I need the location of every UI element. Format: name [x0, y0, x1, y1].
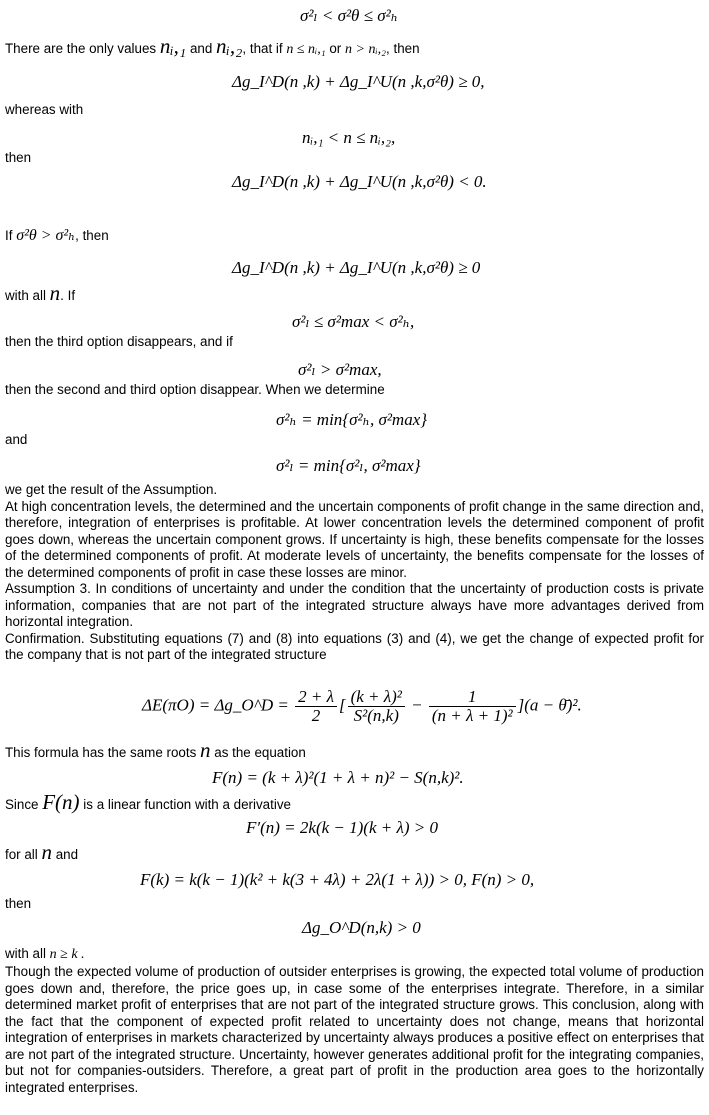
- math-n: n: [200, 738, 211, 762]
- equation-g-o: Δg_O^D(n,k) > 0: [302, 918, 421, 937]
- equation-h-min: σ²ₕ = min{σ²ₕ, σ²max}: [276, 410, 428, 429]
- equation-delta-e: [142, 688, 582, 725]
- text-and: and: [5, 432, 28, 447]
- equation-delta-e-lhs: ΔE(πO) = Δg_O^D =: [142, 695, 289, 715]
- text-segment: with all: [5, 946, 46, 961]
- equation-l-min: σ²ₗ = min{σ²ₗ, σ²max}: [276, 456, 421, 475]
- text-segment: , then: [386, 41, 420, 56]
- math-cond-sigma: σ²θ > σ²ₕ: [16, 227, 76, 244]
- text-line-with-all-2: [5, 946, 85, 964]
- text-segment: , that if: [242, 41, 283, 56]
- math-n: n: [49, 281, 61, 305]
- text-line-values: [5, 34, 420, 59]
- text-segment: This formula has the same roots: [5, 745, 197, 760]
- minus-sign: −: [411, 695, 423, 715]
- fraction-denominator: (n + λ + 1)²: [431, 706, 513, 725]
- text-segment: as the equation: [214, 745, 306, 760]
- equation-F: F(n) = (k + λ)²(1 + λ + n)² − S(n,k)².: [212, 768, 464, 787]
- equation-sigma-between: σ²ₗ < σ²θ ≤ σ²ₕ: [300, 6, 399, 25]
- text-segment: . If: [60, 288, 76, 303]
- fraction-numerator: (k + λ)²: [348, 688, 405, 707]
- equation-inequality-geq-2: Δg_I^D(n ,k) + Δg_I^U(n ,k,σ²θ) ≥ 0: [232, 258, 481, 277]
- fraction-numerator: 1: [429, 688, 516, 707]
- text-line-same-roots: [5, 738, 306, 762]
- equation-delta-e-rhs: ](a − θ̄)².: [517, 695, 582, 715]
- fraction-one: [295, 688, 337, 725]
- text-segment: or: [329, 41, 342, 56]
- text-segment: is a linear function with a derivative: [83, 797, 291, 812]
- text-segment: Since: [5, 797, 39, 812]
- math-n-geq-k: n ≥ k .: [49, 947, 85, 962]
- equation-sigma-max: σ²ₗ ≤ σ²max < σ²ₕ,: [292, 312, 415, 331]
- fraction-two: [348, 688, 405, 725]
- fraction-three: [429, 688, 516, 725]
- text-segment: and: [189, 41, 213, 56]
- text-then-2: then: [5, 896, 32, 911]
- text-third-disappears: then the third option disappears, and if: [5, 334, 233, 349]
- text-line-since: [5, 790, 291, 814]
- equation-n-range: nᵢ,₁ < n ≤ nᵢ,₂,: [302, 128, 396, 147]
- text-segment: There are the only values: [5, 41, 157, 56]
- text-then: then: [5, 150, 32, 165]
- text-line-for-all: [5, 840, 79, 864]
- text-line-with-all: [5, 281, 76, 305]
- text-segment: If: [5, 228, 13, 243]
- text-line-if: [5, 228, 109, 245]
- equation-F-k: F(k) = k(k − 1)(k² + k(3 + 4λ) + 2λ(1 + λ)) > 0, F(n) > 0,: [140, 870, 535, 889]
- equation-inequality-geq: Δg_I^D(n ,k) + Δg_I^U(n ,k,σ²θ) ≥ 0,: [232, 72, 485, 91]
- fraction-denominator: 2: [311, 706, 321, 725]
- math-cond1: n ≤ nᵢ,₁: [286, 42, 326, 57]
- math-n: n: [41, 840, 52, 864]
- math-n-i1: nᵢ,₁: [159, 34, 187, 58]
- paragraph-conclusion: Though the expected volume of production of outsider enterprises is growing, the expected total volume of production goes down and, therefore, the price goes up, in case some of the enterprises integrate. Therefore, in a similar determined market profit of enterprises that are not part of the integrated structure grows. This conclusion, along with the fact that the component of expected profit related to uncertainty does not change, means that horizontal integration of enterprises in markets characterized by uncertainty always produces a positive effect on enterprises that are not part of the integrated structure. Uncertainty, however generates additional profit for the integrating companies, but not for companies-outsiders. Therefore, a great part of profit in the production area goes to the horizontally integrated enterprises.: [5, 964, 704, 1095]
- equation-sigma-gt-max: σ²ₗ > σ²max,: [298, 360, 382, 379]
- text-segment: , then: [75, 228, 109, 243]
- text-whereas: whereas with: [5, 102, 84, 117]
- bracket-open: [: [338, 695, 346, 715]
- fraction-denominator: S²(n,k): [353, 706, 399, 725]
- equation-inequality-lt: Δg_I^D(n ,k) + Δg_I^U(n ,k,σ²θ) < 0.: [232, 172, 487, 191]
- math-F-n: F(n): [42, 790, 80, 814]
- math-n-i2: nᵢ,₂: [216, 34, 243, 58]
- equation-F-prime: F′(n) = 2k(k − 1)(k + λ) > 0: [246, 818, 438, 837]
- fraction-numerator: 2 + λ: [295, 688, 337, 707]
- math-cond2: n > nᵢ,₂: [345, 42, 387, 57]
- text-second-third: then the second and third option disappear. When we determine: [5, 382, 385, 397]
- text-segment: for all: [5, 847, 38, 862]
- text-segment: with all: [5, 288, 46, 303]
- text-segment: and: [55, 847, 79, 862]
- paragraph-main: we get the result of the Assumption. At high concentration levels, the determined and the uncertain components of profit change in the same direction and, therefore, integration of enterprises is profitable. At lower concentration levels the determined component of profit goes down, whereas the uncertain component grows. If uncertainty is high, these benefits compensate for the losses of the determined components of profit. At moderate levels of uncertainty, the benefits compensate for the losses of the determined components of profit in case these losses are minor. Assumption 3. In conditions of uncertainty and under the condition that the uncertainty of production costs is private information, companies that are not part of the integrated structure always have more advantages derived from horizontal integration. Confirmation. Substituting equations (7) and (8) into equations (3) and (4), we get the change of expected profit for the company that is not part of the integrated structure: [5, 482, 704, 662]
